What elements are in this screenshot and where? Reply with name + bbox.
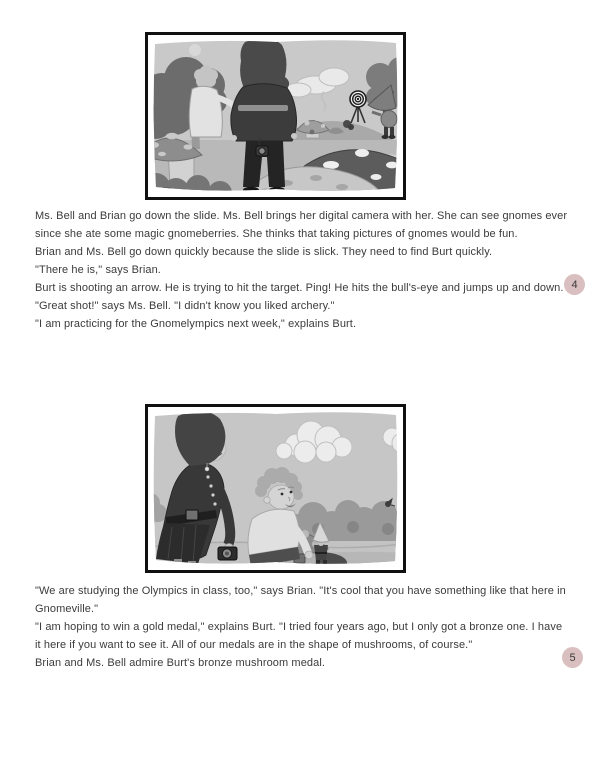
story-paragraph: Burt is shooting an arrow. He is trying to hit the target. Ping! He hits the bull's-eye and jumps up and down.	[35, 282, 564, 294]
page-number-badge-4	[564, 274, 585, 295]
story-paragraph: "I am hoping to win a gold medal," explains Burt. "I tried four years ago, but I only got a bronze one. I have it here if you want to see it. All of our medals are in the shape of mushrooms, of course."	[35, 621, 563, 651]
illustration-frame-top	[145, 32, 406, 200]
page-number: 4	[571, 278, 578, 291]
page-number-badge-5	[562, 647, 583, 668]
page-number: 5	[569, 651, 576, 664]
story-paragraph: "I am practicing for the Gnomelympics next week," explains Burt.	[35, 318, 357, 330]
story-illustration-top	[148, 35, 403, 197]
story-paragraph: Brian and Ms. Bell admire Burt's bronze mushroom medal.	[35, 657, 326, 669]
story-text-top	[35, 207, 570, 333]
story-paragraph: "There he is," says Brian.	[35, 264, 161, 276]
story-illustration-bottom	[148, 407, 403, 570]
story-paragraph: Ms. Bell and Brian go down the slide. Ms. Bell brings her digital camera with her. She can see gnomes ever since she ate some magic gnomeberries. She thinks that taking pictures of gnomes would be fun.	[35, 210, 568, 240]
story-paragraph: "We are studying the Olympics in class, too," says Brian. "It's cool that you have something like that here in Gnomeville."	[35, 585, 566, 615]
story-text-bottom	[35, 582, 570, 672]
illustration-frame-bottom	[145, 404, 406, 573]
story-paragraph: "Great shot!" says Ms. Bell. "I didn't know you liked archery."	[35, 300, 335, 312]
story-paragraph: Brian and Ms. Bell go down quickly because the slide is slick. They need to find Burt quickly.	[35, 246, 493, 258]
